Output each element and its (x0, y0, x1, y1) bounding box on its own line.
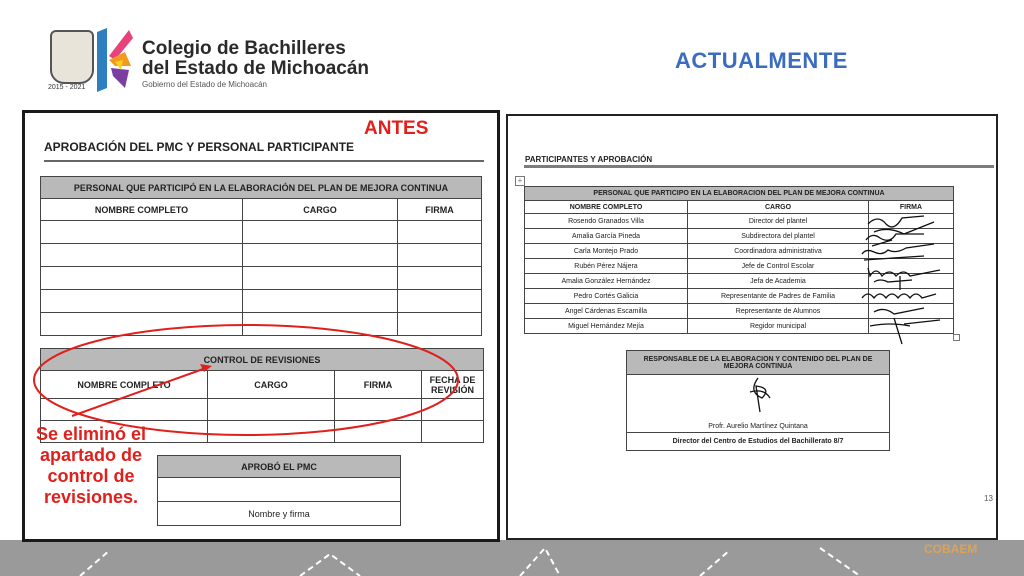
responsible-title: RESPONSABLE DE LA ELABORACION Y CONTENIDO DEL PLAN DE MEJORA CONTINUA (627, 351, 890, 375)
responsible-position: Director del Centro de Estudios del Bachillerato 8/7 (627, 433, 890, 451)
signature-7 (874, 308, 924, 314)
person-name: Amalia González Hernández (525, 274, 688, 289)
person-name: Amalia García Pineda (525, 229, 688, 244)
person-role: Director del plantel (688, 214, 869, 229)
responsible-person: Profr. Aurelio Martínez Quintana (627, 375, 890, 433)
removal-note-line2: apartado de (39, 445, 143, 465)
signature-1 (868, 216, 934, 234)
rev-col-name: NOMBRE COMPLETO (41, 371, 208, 399)
person-name: Pedro Cortés Galicia (525, 289, 688, 304)
person-name: Miguel Hernández Mejía (525, 319, 688, 334)
removal-note-line4: revisiones. (43, 487, 139, 507)
brand-name-line2: del Estado de Michoacán (142, 58, 369, 79)
new-form-title: PARTICIPANTES Y APROBACIÓN (525, 155, 653, 164)
rev-col-role: CARGO (208, 371, 335, 399)
rev-col-sign: FIRMA (335, 371, 422, 399)
brand-name-line1: Colegio de Bachilleres (142, 38, 346, 59)
old-approved-title: APROBÓ EL PMC (158, 456, 401, 478)
signature-responsible (750, 378, 770, 412)
signature-2 (866, 234, 924, 246)
old-col-name: NOMBRE COMPLETO (41, 199, 243, 221)
person-name: Rosendo Granados Villa (525, 214, 688, 229)
removal-note-line3: control de (47, 466, 135, 486)
old-col-role: CARGO (243, 199, 398, 221)
removal-note-line1: Se eliminó el (35, 424, 147, 444)
heading-actualmente: ACTUALMENTE (675, 48, 848, 73)
arrow-head-icon (200, 364, 212, 372)
page-number: 13 (984, 494, 993, 503)
person-name: Angel Cárdenas Escamilla (525, 304, 688, 319)
new-col-sign: FIRMA (869, 201, 954, 214)
rev-col-date: FECHA DE REVISIÓN (422, 371, 484, 399)
new-col-role: CARGO (688, 201, 869, 214)
person-role: Jefa de Academia (688, 274, 869, 289)
signatures (750, 216, 940, 412)
old-col-sign: FIRMA (398, 199, 482, 221)
person-role: Representante de Padres de Familia (688, 289, 869, 304)
table-move-icon: + (515, 176, 525, 186)
old-revisions-title: CONTROL DE REVISIONES (41, 349, 484, 371)
revisions-highlight-ellipse (34, 325, 458, 435)
seal-years: 2015 - 2021 (48, 84, 86, 91)
person-name: Rubén Pérez Nájera (525, 259, 688, 274)
person-role: Subdirectora del plantel (688, 229, 869, 244)
new-col-name: NOMBRE COMPLETO (525, 201, 688, 214)
new-table-title: PERSONAL QUE PARTICIPO EN LA ELABORACION DEL PLAN DE MEJORA CONTINUA (525, 187, 954, 201)
removal-note (16, 424, 166, 508)
cobaem-watermark: COBAEM (924, 542, 978, 556)
signature-6 (862, 294, 936, 298)
brand-subtitle: Gobierno del Estado de Michoacán (142, 80, 267, 89)
person-name: Carla Montejo Prado (525, 244, 688, 259)
person-role: Regidor municipal (688, 319, 869, 334)
signature-4 (868, 268, 940, 276)
person-role: Representante de Alumnos (688, 304, 869, 319)
annotation-arrow (72, 368, 206, 416)
person-role: Jefe de Control Escolar (688, 259, 869, 274)
old-personal-table-title: PERSONAL QUE PARTICIPÓ EN LA ELABORACIÓN DEL PLAN DE MEJORA CONTINUA (41, 177, 482, 199)
antes-label: ANTES (364, 118, 429, 139)
old-approved-footer: Nombre y firma (158, 502, 401, 526)
old-form-title: APROBACIÓN DEL PMC Y PERSONAL PARTICIPANTE (44, 140, 355, 154)
person-role: Coordinadora administrativa (688, 244, 869, 259)
signature-5 (874, 276, 912, 290)
signature-8 (870, 318, 940, 344)
